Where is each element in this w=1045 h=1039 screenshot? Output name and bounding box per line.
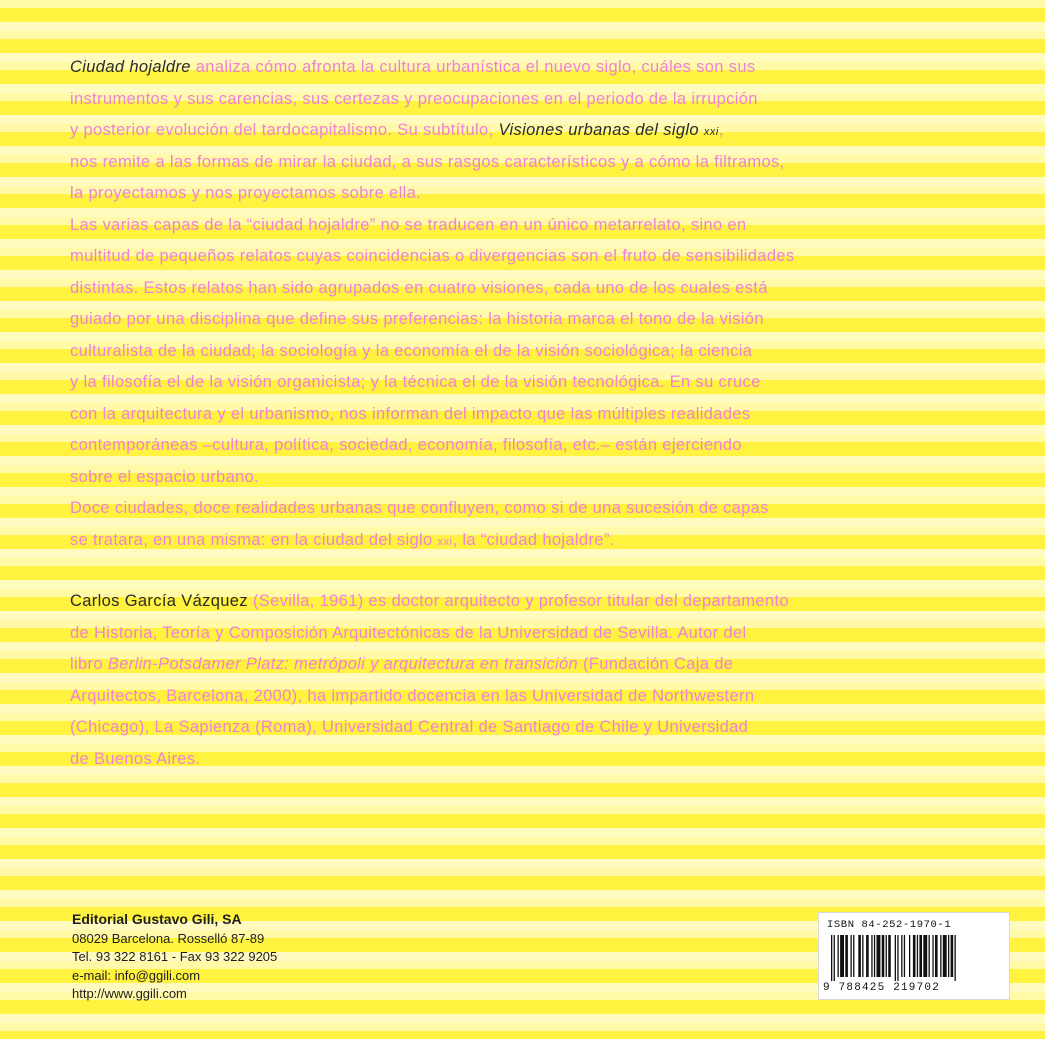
- description-line: sobre el espacio urbano.: [70, 467, 260, 486]
- publisher-address: 08029 Barcelona. Rosselló 87-89: [72, 931, 265, 947]
- description-line: guiado por una disciplina que define sus preferencias: la historia marca el tono de la visión: [70, 310, 764, 328]
- description-line: distintas. Estos relatos han sido agrupados en cuatro visiones, cada uno de los cuales está: [70, 278, 768, 297]
- publisher-website: http://www.ggili.com: [72, 985, 187, 1001]
- publisher-name: Editorial Gustavo Gili, SA: [72, 911, 242, 927]
- bio-line: de Historia, Teoría y Composición Arquitectónicas de la Universidad de Sevilla. Autor del: [70, 623, 747, 642]
- description-line: y la filosofía el de la visión organicista; y la técnica el de la visión tecnológica. En su cruce: [70, 373, 761, 391]
- barcode-label: [818, 912, 1010, 1000]
- bio-line: (Chicago), La Sapienza (Roma), Universidad Central de Santiago de Chile y Universidad: [70, 718, 749, 736]
- description-line: con la arquitectura y el urbanismo, nos informan del impacto que las múltiples realidades: [70, 404, 751, 423]
- description-line: Ciudad hojaldre analiza cómo afronta la cultura urbanística el nuevo siglo, cuáles son sus: [70, 58, 756, 76]
- description-line: la proyectamos y nos proyectamos sobre ella.: [70, 184, 422, 202]
- description-line: instrumentos y sus carencias, sus certezas y preocupaciones en el periodo de la irrupción: [70, 89, 758, 108]
- bio-line: Carlos García Vázquez (Sevilla, 1961) es doctor arquitecto y profesor titular del departamento: [70, 592, 789, 610]
- author-name: Carlos García Vázquez: [70, 592, 248, 610]
- description-line: Las varias capas de la “ciudad hojaldre” no se traducen en un único metarrelato, sino en: [70, 215, 747, 234]
- description-line: y posterior evolución del tardocapitalismo. Su subtítulo, Visiones urbanas del siglo xxi,: [70, 121, 724, 139]
- isbn-number: ISBN 84-252-1970-1: [827, 919, 952, 931]
- book-reference: Berlin-Potsdamer Platz: metrópoli y arquitectura en transición: [107, 655, 579, 673]
- publisher-phone: Tel. 93 322 8161 - Fax 93 322 9205: [72, 949, 278, 965]
- description-line: nos remite a las formas de mirar la ciudad, a sus rasgos característicos y a cómo la filtramos,: [70, 152, 785, 171]
- bio-line: libro Berlin-Potsdamer Platz: metrópoli y arquitectura en transición (Fundación Caja de: [70, 655, 734, 673]
- publisher-info: [72, 910, 277, 1003]
- ean-digits: 9 788425 219702: [823, 982, 941, 994]
- description-line: contemporáneas –cultura, política, sociedad, economía, filosofía, etc.– están ejerciendo: [70, 436, 742, 454]
- subtitle-ref: Visiones urbanas del siglo: [498, 121, 704, 139]
- barcode-icon: [829, 935, 1001, 981]
- description-line: Doce ciudades, doce realidades urbanas que confluyen, como si de una sucesión de capas: [70, 499, 769, 517]
- book-title-ref: Ciudad hojaldre: [70, 58, 191, 76]
- description-line: se tratara, en una misma: en la ciudad del siglo xxi, la “ciudad hojaldre”.: [70, 530, 615, 549]
- description-line: culturalista de la ciudad; la sociología y la economía el de la visión sociológica; la ciencia: [70, 341, 753, 360]
- publisher-email: e-mail: info@ggili.com: [72, 967, 201, 983]
- bio-line: Arquitectos, Barcelona, 2000), ha impartido docencia en las Universidad de Northwestern: [70, 686, 755, 705]
- description-line: multitud de pequeños relatos cuyas coincidencias o divergencias son el fruto de sensibilidades: [70, 247, 795, 265]
- bio-line: de Buenos Aires.: [70, 749, 201, 768]
